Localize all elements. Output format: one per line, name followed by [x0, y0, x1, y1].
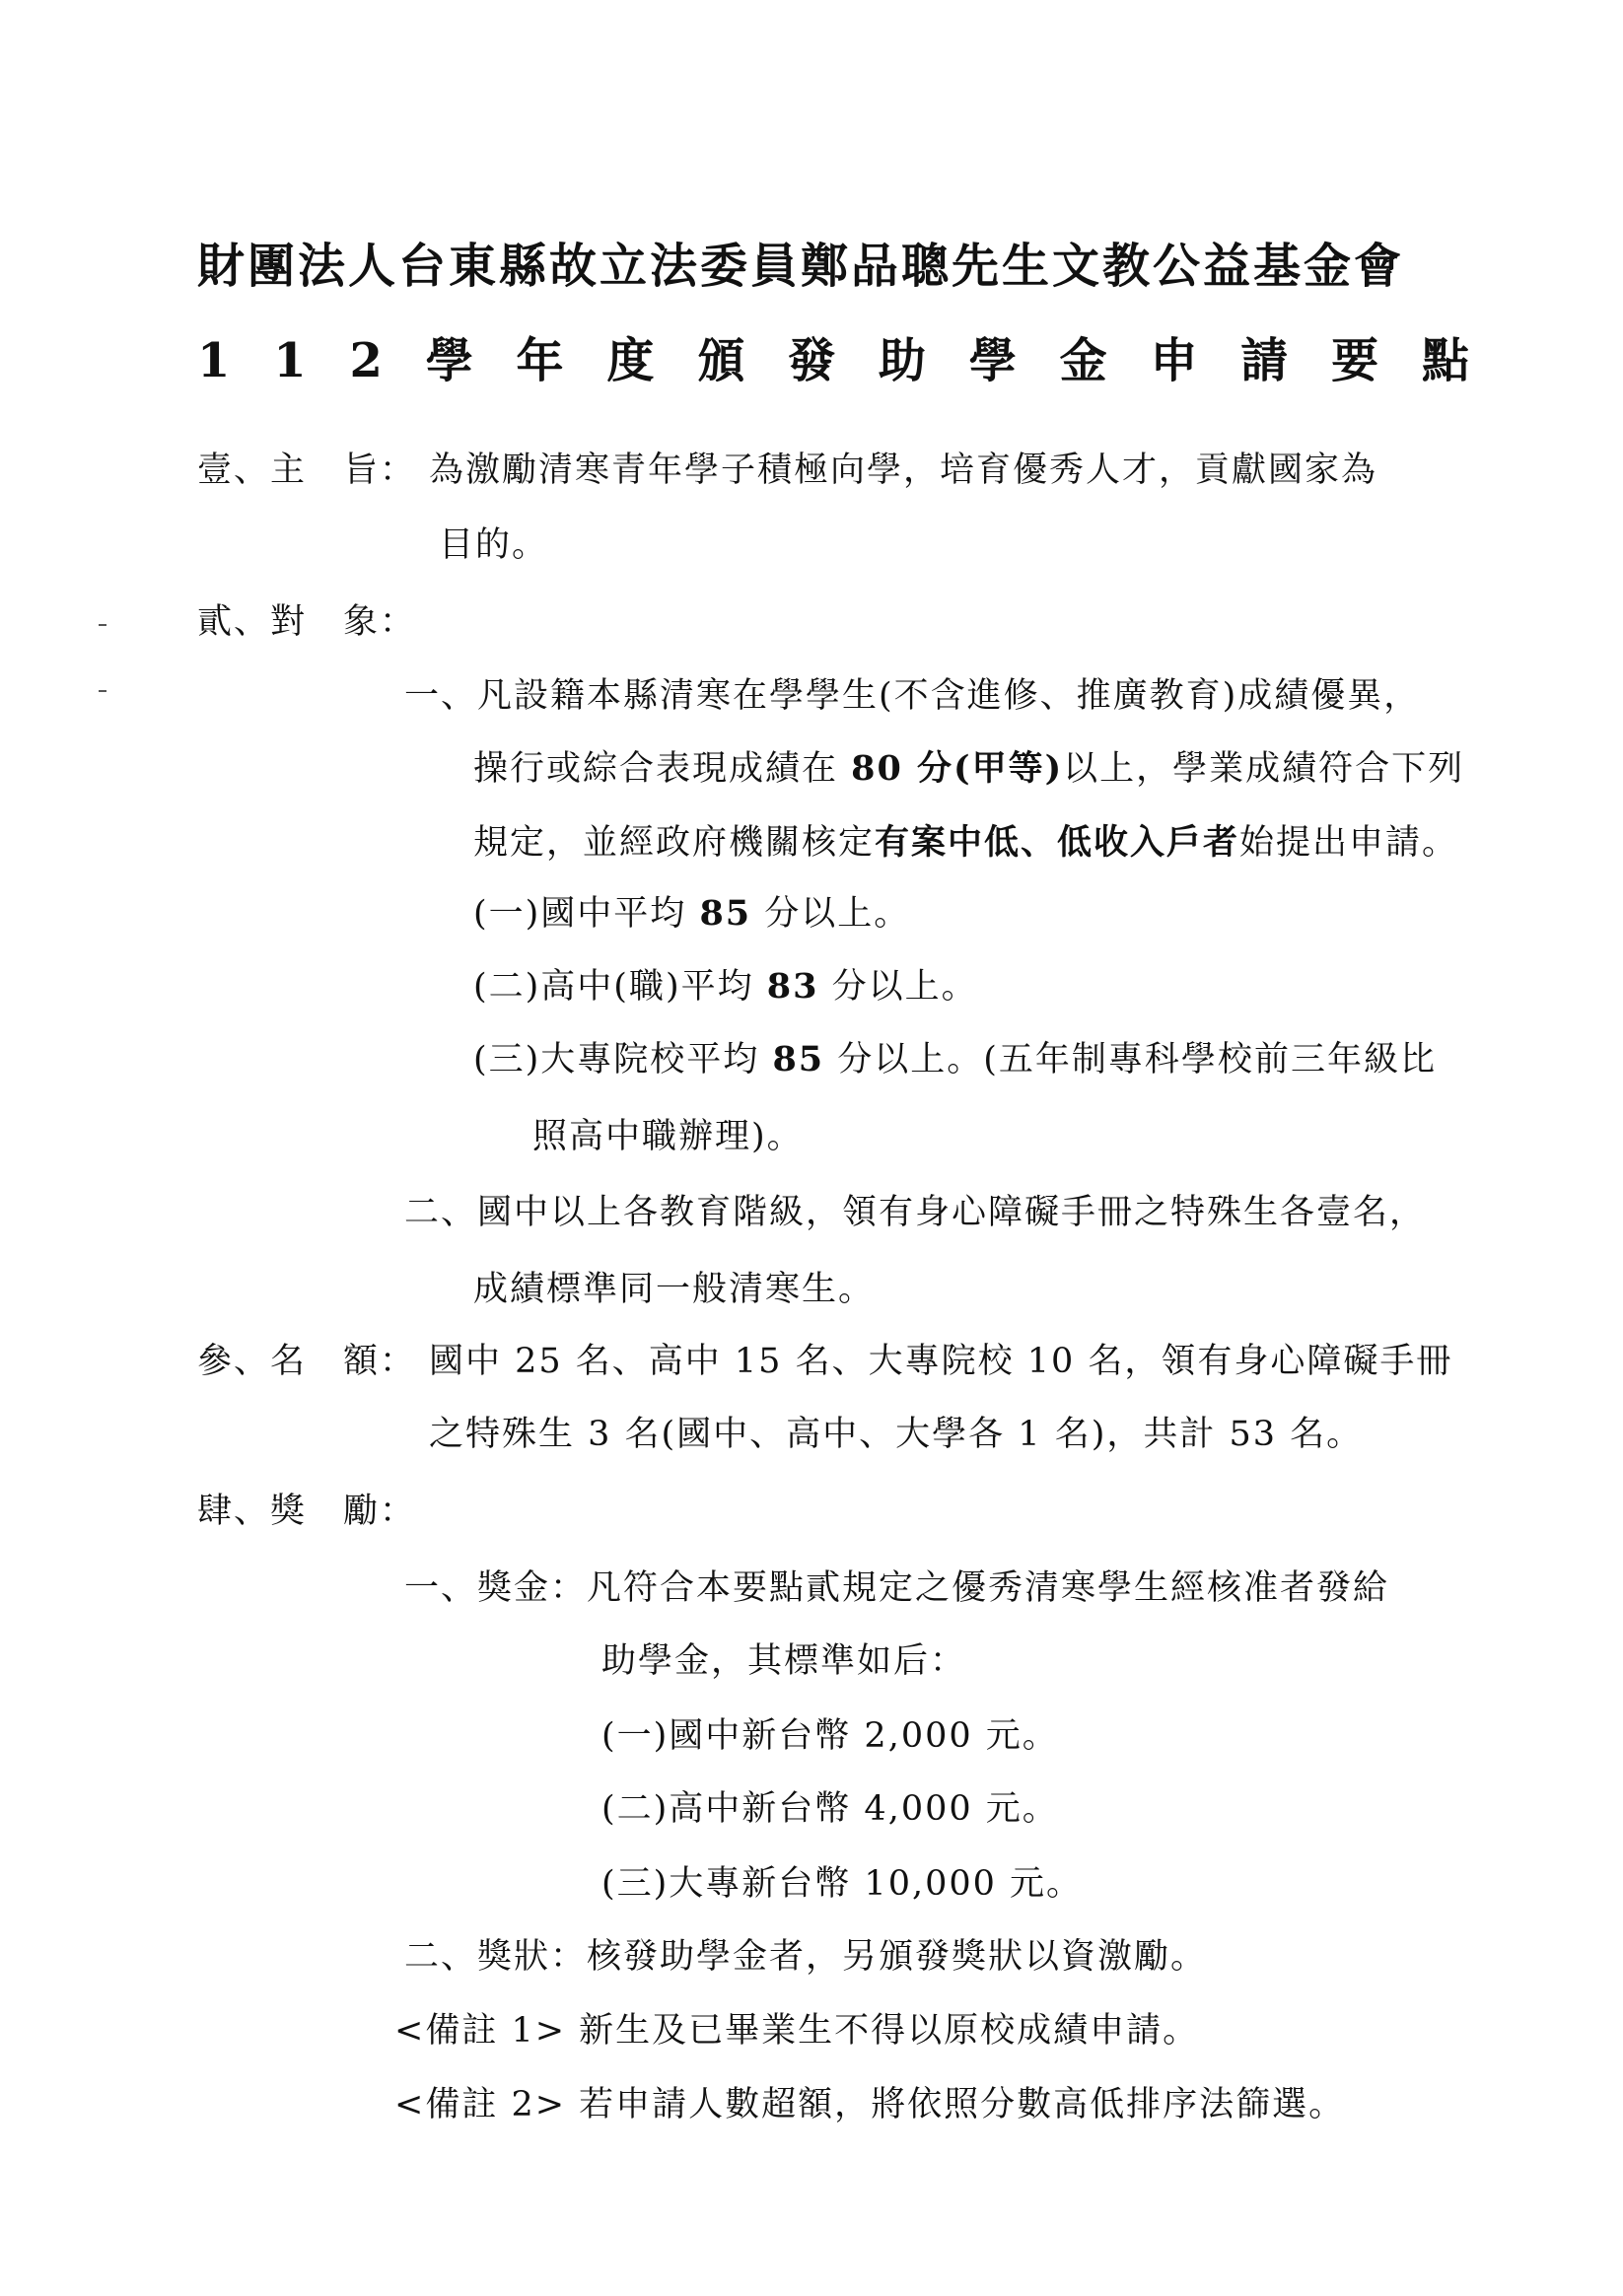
title-char: 1 — [273, 333, 307, 388]
title-char: 要 — [1331, 333, 1379, 388]
margin-mark — [99, 624, 106, 626]
purpose-label: 壹、主 旨： — [197, 451, 417, 490]
title-char: 助 — [878, 333, 926, 388]
purpose-text-line2: 目的。 — [439, 525, 549, 565]
quota-text-line1: 國中 25 名、高中 15 名、大專院校 10 名，領有身心障礙手冊 — [429, 1342, 1453, 1381]
title-char: 學 — [968, 333, 1017, 388]
title-char: 學 — [425, 333, 473, 388]
reward-item1-sub2: (二)高中新台幣 4,000 元。 — [601, 1789, 1059, 1829]
target-item2-line2: 成績標準同一般清寒生。 — [473, 1270, 876, 1309]
note-2: <備註 2> 若申請人數超額，將依照分數高低排序法篩選。 — [394, 2085, 1346, 2124]
title-char: 金 — [1059, 333, 1107, 388]
title-char: 申 — [1150, 333, 1198, 388]
quota-text-line2: 之特殊生 3 名(國中、高中、大學各 1 名)，共計 53 名。 — [429, 1415, 1364, 1454]
reward-item1-sub3: (三)大專新台幣 10,000 元。 — [601, 1864, 1084, 1904]
target-item2-line1: 二、國中以上各教育階級，領有身心障礙手冊之特殊生各壹名， — [404, 1193, 1427, 1232]
title-char: 年 — [516, 333, 564, 388]
document-title-line2 — [197, 331, 1469, 390]
target-item1-sub2: (二)高中(職)平均 83 分以上。 — [473, 966, 978, 1007]
reward-label: 肆、獎 勵： — [197, 1492, 417, 1531]
quota-label: 參、名 額： — [197, 1342, 417, 1381]
target-item1-sub3-line2: 照高中職辦理)。 — [532, 1117, 804, 1156]
purpose-text-line1: 為激勵清寒青年學子積極向學，培育優秀人才，貢獻國家為 — [429, 451, 1378, 490]
title-char: 1 — [197, 333, 231, 388]
title-char: 請 — [1240, 333, 1289, 388]
title-char: 2 — [349, 333, 383, 388]
title-char: 頒 — [697, 333, 745, 388]
note-1: <備註 1> 新生及已畢業生不得以原校成績申請。 — [394, 2011, 1200, 2051]
reward-item1-sub1: (一)國中新台幣 2,000 元。 — [601, 1716, 1059, 1756]
title-char: 點 — [1421, 333, 1469, 388]
reward-item1-line1: 一、獎金：凡符合本要點貳規定之優秀清寒學生經核准者發給 — [404, 1568, 1390, 1608]
target-item1-sub1: (一)國中平均 85 分以上。 — [473, 893, 911, 934]
reward-item1-line2: 助學金，其標準如后： — [601, 1641, 967, 1681]
title-char: 發 — [788, 333, 836, 388]
target-item1-line3: 規定，並經政府機關核定有案中低、低收入戶者始提出申請。 — [473, 822, 1459, 863]
margin-mark — [99, 690, 106, 692]
target-label: 貳、對 象： — [197, 602, 417, 642]
target-item1-sub3: (三)大專院校平均 85 分以上。(五年制專科學校前三年級比 — [473, 1039, 1437, 1079]
title-char: 度 — [606, 333, 655, 388]
document-title-line1: 財團法人台東縣故立法委員鄭品聰先生文教公益基金會 — [197, 239, 1405, 294]
reward-item2: 二、獎狀：核發助學金者，另頒發獎狀以資激勵。 — [404, 1937, 1208, 1977]
target-item1-line1: 一、凡設籍本縣清寒在學學生(不含進修、推廣教育)成績優異， — [404, 676, 1421, 716]
target-item1-line2: 操行或綜合表現成績在 80 分(甲等)以上，學業成績符合下列 — [473, 748, 1465, 789]
